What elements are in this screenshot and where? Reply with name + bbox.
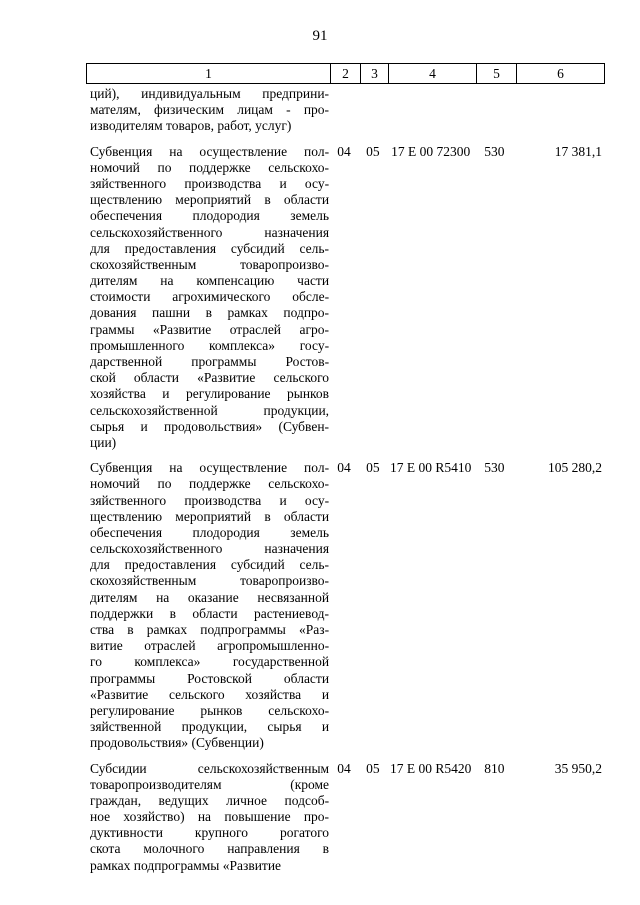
description-line: стоимости агрохимического обсле- [90,289,330,305]
description-line: для предоставления субсидий сель- [90,557,330,573]
expense-type-code: 530 [484,460,505,476]
description-line: дителям на компенсацию части [90,273,330,289]
description-line: обеспечения плодородия земель [90,524,330,540]
table-row [86,460,604,751]
description-line: дителям на оказание несвязанной [90,589,330,605]
expense-type-code: 810 [484,760,505,776]
section-code: 04 [337,460,351,476]
row-description [86,460,329,751]
amount: 35 950,2 [554,760,602,776]
row-gap [86,451,604,460]
column-header-5: 5 [477,64,517,84]
description-line: поддержки в области растениевод- [90,605,330,621]
row-description [86,86,329,135]
description-line: ций), индивидуальным предприни- [90,86,330,101]
description-line: зяйственного производства и осу- [90,492,330,508]
description-line: мателям, физическим лицам - про- [90,102,330,118]
description-line: регулирование рынков сельскохо- [90,702,330,718]
description-line: зяйственной продукции, сырья и [90,719,330,735]
description-line: программы Ростовской области [90,670,330,686]
table-row [86,86,604,135]
description-line: дарственной программы Ростов- [90,354,330,369]
description-line: скохозяйственным товаропроизво- [90,573,330,589]
description-line: ства в рамках подпрограммы «Раз- [90,622,330,637]
column-header-table [86,63,605,84]
description-line: «Развитие сельского хозяйства и [90,686,330,702]
description-line: витие отраслей агропромышленно- [90,638,330,654]
description-line: ществлению мероприятий в области [90,508,330,524]
budget-rows [86,86,604,874]
column-header-row [87,64,605,84]
description-line: товаропроизводителям (кроме [90,776,330,792]
description-line: хозяйства и регулирование рынков [90,386,330,402]
description-line: сельскохозяйственной продукции, [90,402,330,418]
column-header-3: 3 [361,64,389,84]
description-line: для предоставления субсидий сель- [90,240,330,256]
description-line: ции) [90,434,117,450]
description-line: дования пашни в рамках подпро- [90,305,330,321]
row-description [86,761,329,874]
section-code: 04 [337,760,351,776]
description-line: изводителям товаров, работ, услуг) [90,118,292,134]
description-line: сельскохозяйственного назначения [90,224,330,240]
description-line: сырья и продовольствия» (Субвен- [90,418,330,434]
description-line: промышленного комплекса» госу- [90,337,330,353]
subsection-code: 05 [366,143,380,159]
target-article-code: 17 Е 00 R5410 [389,460,472,476]
column-header-2: 2 [331,64,361,84]
expense-type-code: 530 [484,143,505,159]
target-article-code: 17 Е 00 R5420 [389,760,472,776]
section-code: 04 [337,143,351,159]
page-number: 91 [312,28,328,44]
description-line: Субвенция на осуществление пол- [90,143,330,159]
description-line: обеспечения плодородия земель [90,208,330,224]
row-description [86,144,329,452]
description-line: номочий по поддержке сельскохо- [90,159,330,175]
description-line: скота молочного направления в [90,841,330,857]
description-line: ществлению мероприятий в области [90,192,330,208]
amount: 17 381,1 [554,143,602,159]
description-line: Субвенция на осуществление пол- [90,460,330,476]
column-header-4: 4 [389,64,477,84]
subsection-code: 05 [366,760,380,776]
description-line: го комплекса» государственной [90,654,330,670]
description-line: зяйственного производства и осу- [90,175,330,191]
amount: 105 280,2 [548,460,602,476]
table-row [86,144,604,452]
description-line: Субсидии сельскохозяйственным [90,760,330,776]
column-header-6: 6 [517,64,605,84]
row-gap [86,752,604,761]
description-line: номочий по поддержке сельскохо- [90,476,330,492]
description-line: дуктивности крупного рогатого [90,825,330,841]
subsection-code: 05 [366,460,380,476]
target-article-code: 17 Е 00 72300 [391,143,471,159]
description-line: рамках подпрограммы «Развитие [90,857,282,873]
description-line: граммы «Развитие отраслей агро- [90,321,330,337]
table-row [86,761,604,874]
description-line: ное хозяйство) на повышение про- [90,809,330,825]
description-line: ской области «Развитие сельского [90,370,330,386]
description-line: сельскохозяйственного назначения [90,541,330,557]
column-header-1: 1 [87,64,331,84]
row-gap [86,135,604,144]
description-line: граждан, ведущих личное подсоб- [90,792,330,808]
description-line: скохозяйственным товаропроизво- [90,256,330,272]
description-line: продовольствия» (Субвенции) [90,735,264,751]
